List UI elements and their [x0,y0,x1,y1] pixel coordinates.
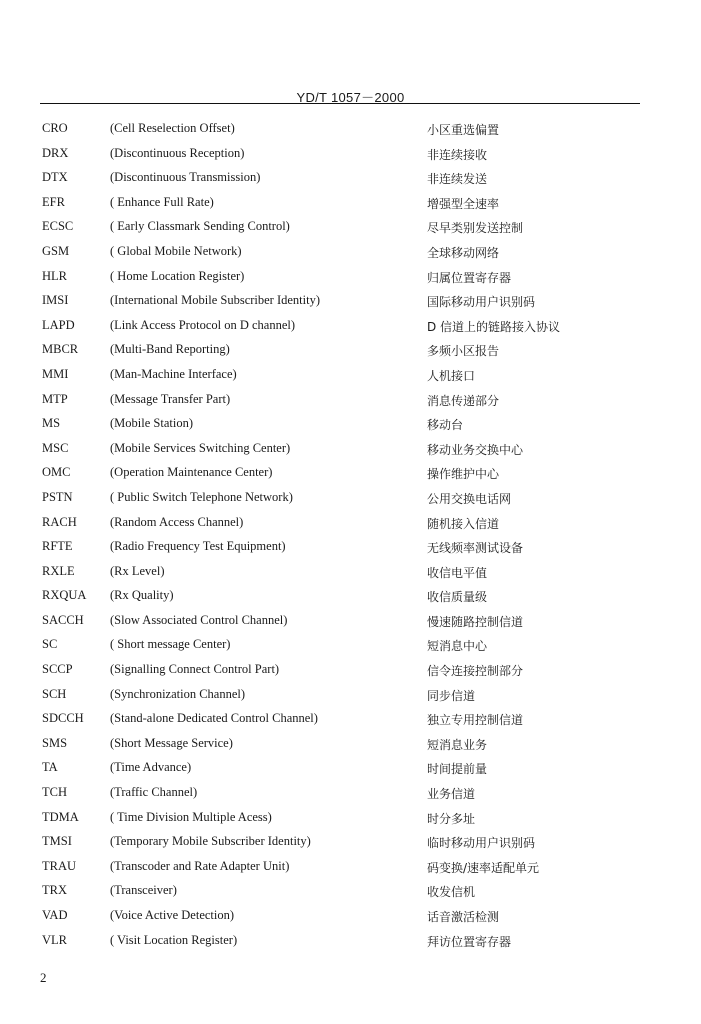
english-term: (Cell Reselection Offset) [110,121,235,135]
list-item [0,807,701,832]
english-term: (Mobile Station) [110,416,193,431]
chinese-term: 时分多址 [427,811,476,826]
list-item [0,290,701,315]
english-term: (Transcoder and Rate Adapter Unit) [110,858,290,873]
english-term: ( Short message Center) [110,637,231,652]
chinese-term: 慢速随路控制信道 [427,614,524,629]
list-item [0,684,701,709]
chinese-term: 非连续发送 [427,172,488,187]
document-number-header: YD/T 1057－2000 [296,90,405,105]
chinese-term: 拜访位置寄存器 [427,934,512,949]
abbreviation: TRAU [42,858,77,873]
english-term: (Short Message Service) [110,735,233,750]
chinese-term: 短消息中心 [427,639,488,654]
list-item [0,733,701,758]
list-item [0,364,701,389]
english-term: (Stand-alone Dedicated Control Channel) [110,711,318,726]
chinese-term: 多频小区报告 [427,344,500,359]
abbreviation: MTP [42,391,68,406]
english-term: ( Global Mobile Network) [110,243,242,258]
english-term: ( Time Division Multiple Acess) [110,809,272,824]
english-term: ( Home Location Register) [110,268,245,283]
list-item [0,512,701,537]
chinese-term: 时间提前量 [427,762,488,777]
chinese-term: 国际移动用户识别码 [427,295,536,310]
chinese-term: 业务信道 [427,787,476,802]
abbreviation: EFR [42,194,65,209]
english-term: (Multi-Band Reporting) [110,342,230,357]
abbreviation: OMC [42,465,71,480]
english-term: (Traffic Channel) [110,785,198,800]
english-term: ( Early Classmark Sending Control) [110,219,290,234]
chinese-term: 移动台 [427,418,464,433]
chinese-term: 增强型全速率 [427,196,500,211]
chinese-term: 无线频率测试设备 [427,541,524,556]
abbreviation: RFTE [42,539,73,554]
abbreviation: TA [42,760,58,775]
english-term: ( Enhance Full Rate) [110,194,214,209]
chinese-term: 收发信机 [427,885,476,900]
english-term: (Discontinuous Transmission) [110,170,261,185]
abbreviation: MBCR [42,342,79,357]
abbreviation: RACH [42,514,77,529]
list-item [0,143,701,168]
list-item [0,389,701,414]
english-term: (Link Access Protocol on D channel) [110,317,296,332]
english-term: (Man-Machine Interface) [110,366,237,381]
abbreviation: MSC [42,440,69,455]
chinese-term: 独立专用控制信道 [427,713,524,728]
abbreviation: SCH [42,686,67,701]
chinese-term: 话音激活检测 [427,910,500,924]
english-term: (Temporary Mobile Subscriber Identity) [110,834,311,849]
abbreviation: SMS [42,735,68,750]
list-item [0,167,701,192]
english-term: ( Visit Location Register) [110,932,238,947]
list-item [0,413,701,438]
abbreviation: HLR [42,268,67,283]
english-term: (Signalling Connect Control Part) [110,662,280,677]
list-item [0,905,701,930]
abbreviation: MMI [42,366,69,381]
list-item [0,634,701,659]
chinese-term: 短消息业务 [427,737,488,752]
abbreviation: TMSI [42,834,72,849]
chinese-term: 临时移动用户识别码 [427,836,536,851]
abbreviation: SDCCH [42,711,84,726]
header-rule [40,103,640,104]
abbreviation: SCCP [42,662,73,677]
english-term: (Slow Associated Control Channel) [110,612,288,627]
english-term: (Synchronization Channel) [110,686,246,701]
abbreviation: SC [42,637,58,652]
list-item [0,536,701,561]
abbreviation: DTX [42,170,68,185]
english-term: (Mobile Services Switching Center) [110,440,291,455]
abbreviation: ECSC [42,219,74,234]
abbreviation: MS [42,416,61,431]
abbreviation: SACCH [42,612,84,627]
abbreviation: TCH [42,785,67,800]
chinese-term: 全球移动网络 [427,245,500,260]
chinese-term: 非连续接收 [427,147,488,162]
list-item [0,930,701,955]
list-item [0,610,701,635]
chinese-term: 操作维护中心 [427,467,500,482]
chinese-term: 信令连接控制部分 [427,664,524,679]
list-item [0,880,701,905]
list-item [0,315,701,340]
list-item [0,192,701,217]
chinese-term: 收信质量级 [427,590,488,605]
english-term: (Voice Active Detection) [110,908,235,922]
abbreviation: TRX [42,883,67,898]
abbreviation: PSTN [42,489,73,504]
chinese-term: 人机接口 [427,368,476,383]
english-term: (Rx Level) [110,563,165,578]
abbreviation: DRX [42,145,69,160]
english-term: ( Public Switch Telephone Network) [110,489,293,504]
list-item [0,708,701,733]
abbreviation: GSM [42,243,70,258]
list-item [0,462,701,487]
abbreviation-list [0,118,701,954]
chinese-term: 同步信道 [427,688,476,703]
abbreviation: CRO [42,121,68,135]
english-term: (Random Access Channel) [110,514,244,529]
chinese-term: 归属位置寄存器 [427,270,512,285]
list-item [0,831,701,856]
chinese-term: 码变换/速率适配单元 [427,860,540,875]
list-item [0,782,701,807]
chinese-term: 消息传递部分 [427,393,500,408]
abbreviation: LAPD [42,317,75,332]
english-term: (Discontinuous Reception) [110,145,245,160]
chinese-term: D 信道上的链路接入协议 [427,319,561,334]
chinese-term: 移动业务交换中心 [427,442,524,457]
english-term: (Radio Frequency Test Equipment) [110,539,286,554]
list-item [0,438,701,463]
chinese-term: 公用交换电话网 [427,491,512,506]
list-item [0,585,701,610]
list-item [0,561,701,586]
abbreviation: IMSI [42,293,69,308]
list-item [0,659,701,684]
list-item [0,856,701,881]
abbreviation: TDMA [42,809,79,824]
english-term: (International Mobile Subscriber Identity) [110,293,321,308]
list-item [0,487,701,512]
chinese-term: 收信电平值 [427,565,488,580]
abbreviation: VLR [42,932,67,947]
list-item [0,266,701,291]
english-term: (Operation Maintenance Center) [110,465,273,480]
english-term: (Transceiver) [110,883,177,898]
english-term: (Message Transfer Part) [110,391,231,406]
list-item [0,757,701,782]
list-item [0,241,701,266]
abbreviation: VAD [42,908,68,922]
chinese-term: 小区重选偏置 [427,123,500,137]
english-term: (Time Advance) [110,760,192,775]
chinese-term: 随机接入信道 [427,516,500,531]
list-item [0,216,701,241]
english-term: (Rx Quality) [110,588,174,603]
list-item [0,118,701,143]
page-number: 2 [40,970,47,985]
abbreviation: RXQUA [42,588,87,603]
list-item [0,339,701,364]
chinese-term: 尽早类别发送控制 [427,221,524,236]
abbreviation: RXLE [42,563,75,578]
